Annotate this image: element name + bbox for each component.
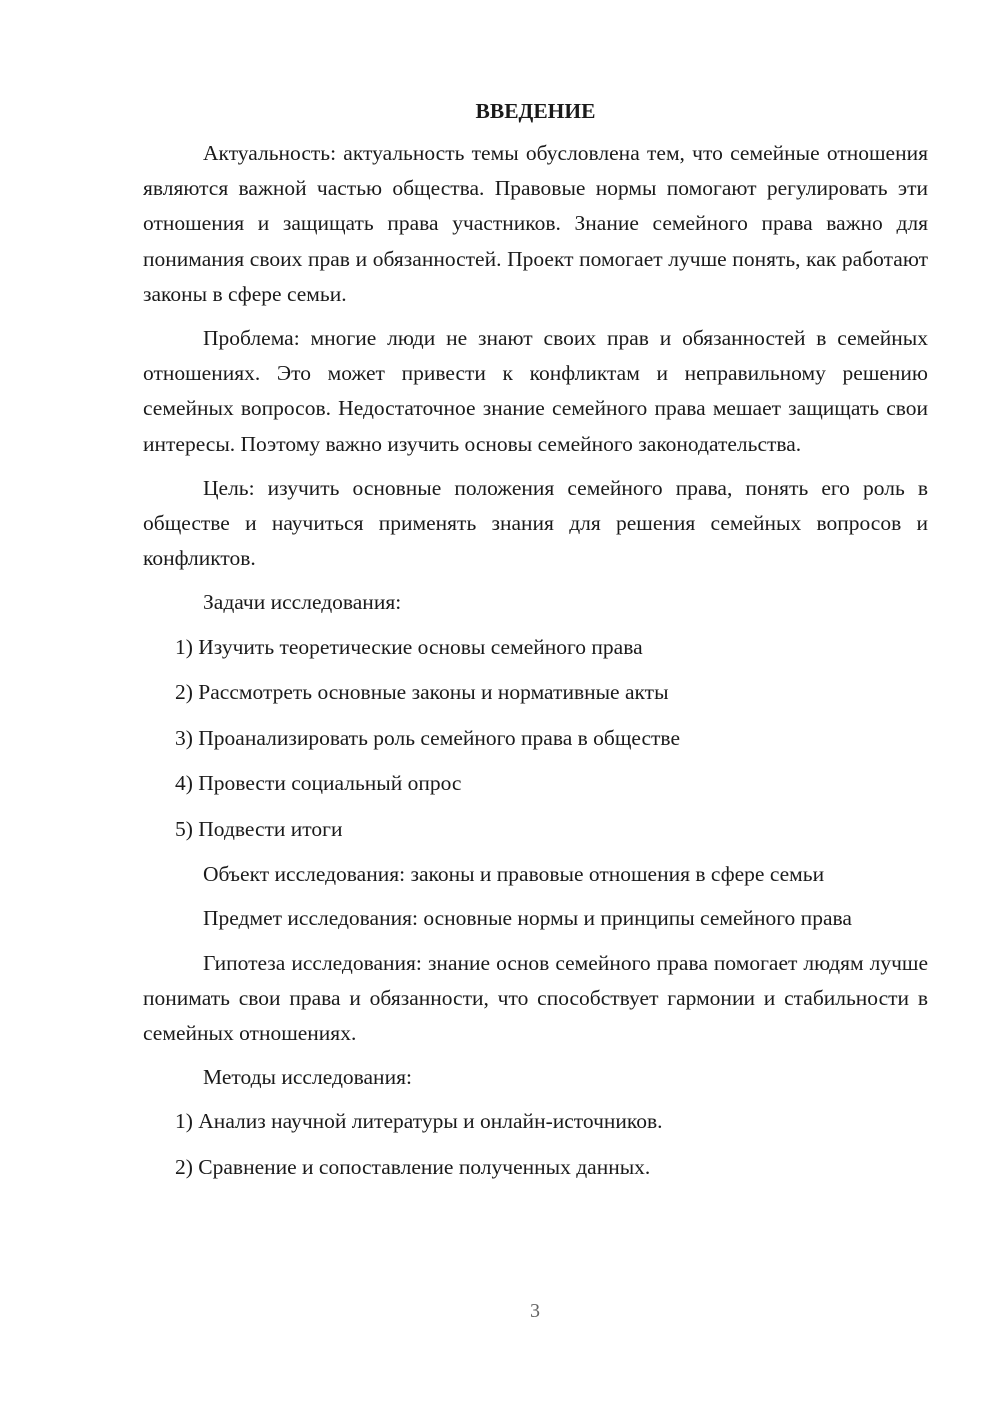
list-item: 2) Сравнение и сопоставление полученных данных. xyxy=(175,1154,651,1179)
tasks-list xyxy=(143,630,928,847)
list-item: 2) Рассмотреть основные законы и нормативные акты xyxy=(175,680,669,705)
relevance-paragraph: Актуальность: актуальность темы обусловлена тем, что семейные отношения являются важной частью общества. Правовые нормы помогают регулировать эти отношения и защищать права участников. Знание семейного права важно для понимания своих прав и обязанностей. Проект помогает лучше понять, как работают законы в сфере семьи. xyxy=(143,141,928,306)
list-item: 1) Анализ научной литературы и онлайн-источников. xyxy=(175,1109,663,1134)
list-item: 4) Провести социальный опрос xyxy=(175,771,462,796)
object-paragraph: Объект исследования: законы и правовые отношения в сфере семьи xyxy=(203,862,825,887)
goal-paragraph: Цель: изучить основные положения семейного права, понять его роль в обществе и научиться применять знания для решения семейных вопросов и конфликтов. xyxy=(143,475,928,571)
subject-paragraph: Предмет исследования: основные нормы и принципы семейного права xyxy=(203,906,852,931)
methods-heading: Методы исследования: xyxy=(203,1065,412,1090)
section-title: ВВЕДЕНИЕ xyxy=(475,99,596,123)
document-body xyxy=(143,95,928,1195)
list-item: 3) Проанализировать роль семейного права в обществе xyxy=(175,725,680,750)
list-item: 1) Изучить теоретические основы семейного права xyxy=(175,634,643,659)
page-number: 3 xyxy=(530,1300,540,1322)
tasks-heading: Задачи исследования: xyxy=(203,590,402,615)
problem-paragraph: Проблема: многие люди не знают своих прав и обязанностей в семейных отношениях. Это может привести к конфликтам и неправильному решению семейных вопросов. Недостаточное знание семейного права мешает защищать свои интересы. Поэтому важно изучить основы семейного законодательства. xyxy=(143,326,928,456)
methods-list xyxy=(143,1104,928,1185)
list-item: 5) Подвести итоги xyxy=(175,816,343,841)
hypothesis-paragraph: Гипотеза исследования: знание основ семейного права помогает людям лучше понимать свои права и обязанности, что способствует гармонии и стабильности в семейных отношениях. xyxy=(143,950,928,1045)
